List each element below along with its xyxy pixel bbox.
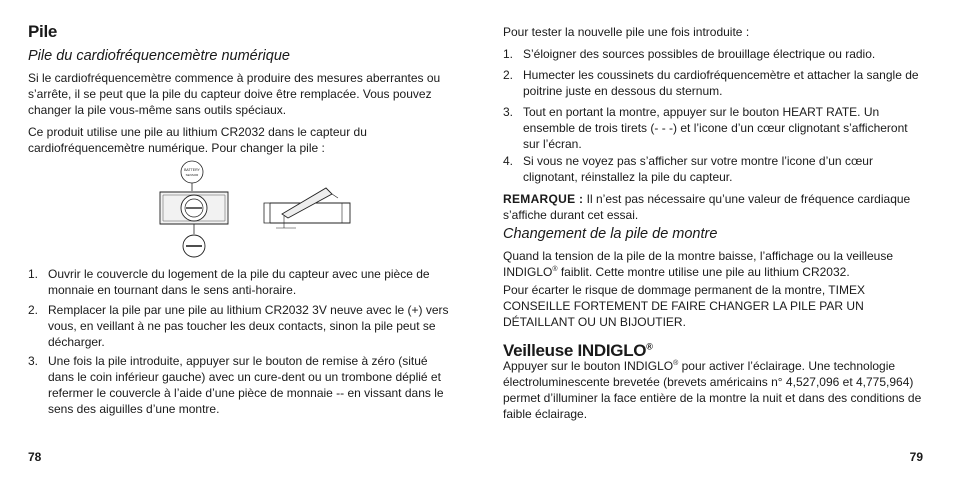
step-number: 4. [503, 154, 514, 168]
paragraph-test-intro: Pour tester la nouvelle pile une fois introduite : [503, 25, 750, 39]
subheading-sensor-battery: Pile du cardiofréquencemètre numérique [28, 48, 290, 64]
page-number: 78 [28, 450, 42, 464]
step-number: 3. [503, 105, 514, 119]
figure-label: BATTERY [184, 168, 200, 172]
step-text: Humecter les coussinets du cardiofréquencemètre et attacher la sangle de poitrine juste en dessous du sternum. [523, 68, 919, 98]
registered-mark: ® [673, 360, 679, 367]
battery-label-circle [181, 161, 203, 191]
step-text: Une fois la pile introduite, appuyer sur le bouton de remise à zéro (situé dans le coin inférieur gauche) avec un cure-dent ou un trombone déplié et refermer le couvercle à l’aide d’une pièce de monnaie -- en vissant dans le sens des aiguilles d’une montre. [48, 354, 444, 416]
step-number: 2. [503, 68, 514, 82]
note-label: REMARQUE : [503, 192, 584, 206]
step-number: 2. [28, 303, 39, 317]
note-paragraph [503, 191, 923, 223]
note-text: Il n’est pas nécessaire qu’une valeur de fréquence cardiaque s’affiche durant cet essai. [503, 192, 911, 222]
page-number: 79 [909, 450, 923, 464]
registered-mark: ® [552, 266, 558, 273]
battery-compartment-side-view [264, 188, 350, 228]
step-text: Tout en portant la montre, appuyer sur le bouton HEART RATE. Un ensemble de trois tirets (- - -) et l’icone d’un cœur clignotant s’afficheront sur l’écran. [523, 105, 908, 151]
p3-text-a: Appuyer sur le bouton INDIGLO [503, 359, 674, 373]
step-number: 1. [28, 267, 39, 281]
step-text: Si vous ne voyez pas s’afficher sur votre montre l’icone d’un cœur clignotant, réinstallez la pile du capteur. [523, 154, 873, 184]
left-page [28, 0, 452, 477]
paragraph-watch-battery [503, 248, 923, 280]
figure-label-2: SENSOR [185, 173, 199, 177]
step-number: 1. [503, 47, 514, 61]
subheading-watch-battery: Changement de la pile de montre [503, 226, 718, 242]
paragraph-battery-type: Ce produit utilise une pile au lithium CR2032 dans le capteur du cardiofréquencemètre numérique. Pour changer la pile : [28, 125, 367, 155]
coin-cover [183, 224, 205, 257]
step-text: S’éloigner des sources possibles de brouillage électrique ou radio. [523, 47, 876, 61]
p1-text-a: Quand la tension de la pile de la montre baisse, l’affichage ou la veilleuse INDIGLO [503, 249, 894, 279]
step-number: 3. [28, 354, 39, 368]
right-page [503, 0, 923, 477]
paragraph-warning: Pour écarter le risque de dommage permanent de la montre, TIMEX CONSEILLE FORTEMENT DE FAIRE CHANGER LA PILE PAR UN DÉTAILLANT OU UN BIJOUTIER. [503, 283, 865, 329]
registered-mark: ® [646, 341, 653, 352]
sensor-body [160, 192, 228, 224]
step-text: Ouvrir le couvercle du logement de la pile du capteur avec une pièce de monnaie en tournant dans le sens anti-horaire. [48, 267, 430, 297]
section-heading-pile: Pile [28, 22, 58, 41]
paragraph-indiglo [503, 358, 923, 422]
p3-text-b: pour activer l’éclairage. Une technologie électroluminescente brevetée (brevets américains n° 4,527,096 et 4,775,964) permet d’illuminer la face entière de la montre la nuit et dans des conditions de faible éclairage. [503, 359, 922, 421]
p1-text-b: faiblit. Cette montre utilise une pile au lithium CR2032. [557, 265, 850, 279]
step-text: Remplacer la pile par une pile au lithium CR2032 3V neuve avec le (+) vers vous, en veillant à ne pas toucher les deux contacts, sinon la pile peut se décharger. [48, 303, 449, 349]
heading2-text: Veilleuse INDIGLO [503, 341, 647, 360]
paragraph-intro: Si le cardiofréquencemètre commence à produire des mesures aberrantes ou s’arrête, il se peut que la pile du capteur doive être remplacée. Vous pouvez changer la pile vous-même sans outils spéciaux. [28, 71, 441, 117]
battery-replacement-diagram [128, 158, 358, 258]
